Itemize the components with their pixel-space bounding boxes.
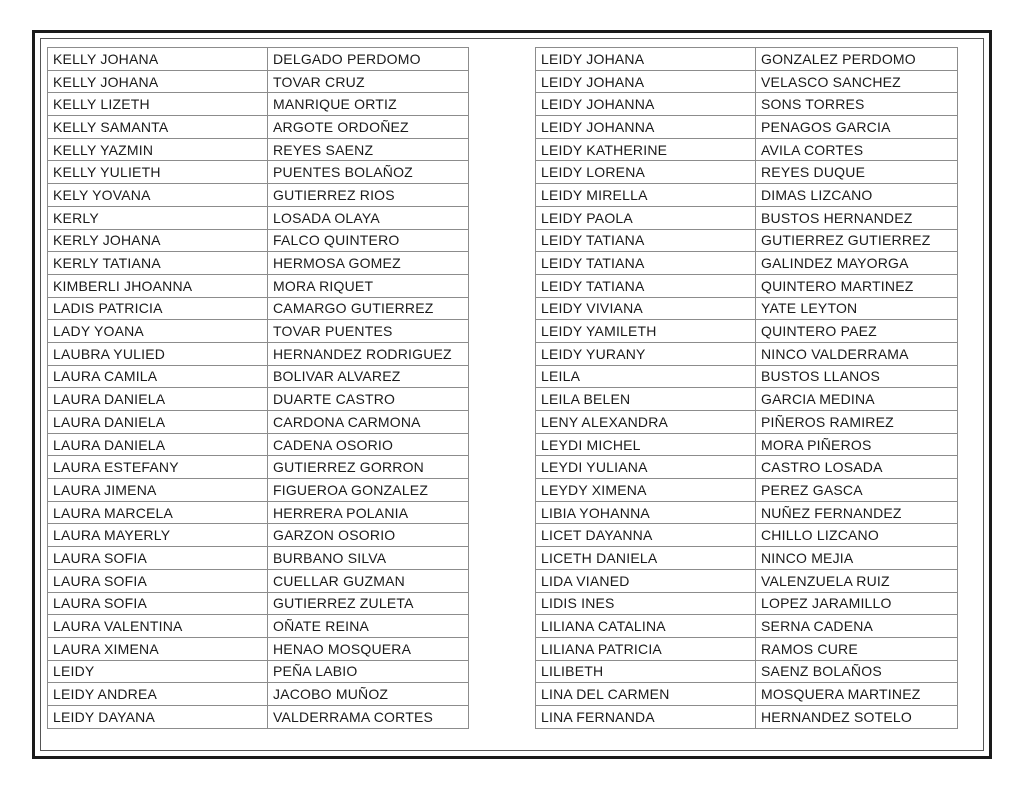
last-name-cell: GUTIERREZ GORRON xyxy=(268,456,469,479)
table-row xyxy=(536,547,958,570)
table-row xyxy=(48,388,469,411)
last-name-cell: PENAGOS GARCIA xyxy=(756,116,958,139)
first-name-cell: LADY YOANA xyxy=(48,320,268,343)
last-name-cell: SONS TORRES xyxy=(756,93,958,116)
first-name-cell: LEIDY MIRELLA xyxy=(536,184,756,207)
first-name-cell: LIDIS INES xyxy=(536,592,756,615)
table-row xyxy=(48,320,469,343)
last-name-cell: TOVAR CRUZ xyxy=(268,70,469,93)
table-row xyxy=(48,48,469,71)
table-row xyxy=(536,252,958,275)
first-name-cell: LEIDY YAMILETH xyxy=(536,320,756,343)
first-name-cell: KERLY xyxy=(48,206,268,229)
last-name-cell: GONZALEZ PERDOMO xyxy=(756,48,958,71)
last-name-cell: CASTRO LOSADA xyxy=(756,456,958,479)
table-row xyxy=(536,48,958,71)
last-name-cell: NINCO VALDERRAMA xyxy=(756,342,958,365)
names-table-left xyxy=(47,47,469,729)
first-name-cell: KELLY YULIETH xyxy=(48,161,268,184)
first-name-cell: LAURA MARCELA xyxy=(48,501,268,524)
table-row xyxy=(536,683,958,706)
first-name-cell: LENY ALEXANDRA xyxy=(536,411,756,434)
last-name-cell: LOPEZ JARAMILLO xyxy=(756,592,958,615)
table-row xyxy=(48,161,469,184)
table-row xyxy=(48,206,469,229)
first-name-cell: LICET DAYANNA xyxy=(536,524,756,547)
table-row xyxy=(48,660,469,683)
last-name-cell: VALENZUELA RUIZ xyxy=(756,569,958,592)
table-row xyxy=(48,547,469,570)
first-name-cell: LEIDY DAYANA xyxy=(48,705,268,728)
table-row xyxy=(48,479,469,502)
first-name-cell: KERLY TATIANA xyxy=(48,252,268,275)
last-name-cell: ARGOTE ORDOÑEZ xyxy=(268,116,469,139)
table-row xyxy=(48,683,469,706)
first-name-cell: LEIDY PAOLA xyxy=(536,206,756,229)
first-name-cell: LEIDY JOHANNA xyxy=(536,116,756,139)
first-name-cell: LEIDY JOHANA xyxy=(536,48,756,71)
last-name-cell: NUÑEZ FERNANDEZ xyxy=(756,501,958,524)
first-name-cell: LEIDY TATIANA xyxy=(536,274,756,297)
last-name-cell: GALINDEZ MAYORGA xyxy=(756,252,958,275)
last-name-cell: VELASCO SANCHEZ xyxy=(756,70,958,93)
table-row xyxy=(536,229,958,252)
table-row xyxy=(48,297,469,320)
table-row xyxy=(48,70,469,93)
last-name-cell: CADENA OSORIO xyxy=(268,433,469,456)
table-row xyxy=(48,569,469,592)
table-row xyxy=(536,637,958,660)
first-name-cell: KELLY JOHANA xyxy=(48,48,268,71)
first-name-cell: KELLY LIZETH xyxy=(48,93,268,116)
table-row xyxy=(48,116,469,139)
last-name-cell: MANRIQUE ORTIZ xyxy=(268,93,469,116)
first-name-cell: LAURA JIMENA xyxy=(48,479,268,502)
table-row xyxy=(48,524,469,547)
last-name-cell: HERRERA POLANIA xyxy=(268,501,469,524)
names-table-right-body xyxy=(536,48,958,729)
last-name-cell: GUTIERREZ RIOS xyxy=(268,184,469,207)
first-name-cell: LEILA BELEN xyxy=(536,388,756,411)
last-name-cell: REYES DUQUE xyxy=(756,161,958,184)
last-name-cell: REYES SAENZ xyxy=(268,138,469,161)
last-name-cell: JACOBO MUÑOZ xyxy=(268,683,469,706)
first-name-cell: LILIBETH xyxy=(536,660,756,683)
first-name-cell: LAURA DANIELA xyxy=(48,411,268,434)
table-row xyxy=(536,93,958,116)
last-name-cell: HERNANDEZ RODRIGUEZ xyxy=(268,342,469,365)
table-row xyxy=(536,569,958,592)
first-name-cell: LINA DEL CARMEN xyxy=(536,683,756,706)
last-name-cell: CAMARGO GUTIERREZ xyxy=(268,297,469,320)
first-name-cell: KELY YOVANA xyxy=(48,184,268,207)
last-name-cell: BOLIVAR ALVAREZ xyxy=(268,365,469,388)
first-name-cell: LEIDY JOHANNA xyxy=(536,93,756,116)
first-name-cell: LADIS PATRICIA xyxy=(48,297,268,320)
table-row xyxy=(48,433,469,456)
first-name-cell: LEIDY TATIANA xyxy=(536,229,756,252)
last-name-cell: HERNANDEZ SOTELO xyxy=(756,705,958,728)
table-row xyxy=(536,479,958,502)
last-name-cell: PUENTES BOLAÑOZ xyxy=(268,161,469,184)
table-row xyxy=(536,388,958,411)
first-name-cell: LAURA SOFIA xyxy=(48,547,268,570)
first-name-cell: LICETH DANIELA xyxy=(536,547,756,570)
table-row xyxy=(48,615,469,638)
first-name-cell: LEYDY XIMENA xyxy=(536,479,756,502)
last-name-cell: DUARTE CASTRO xyxy=(268,388,469,411)
last-name-cell: HERMOSA GOMEZ xyxy=(268,252,469,275)
table-row xyxy=(536,705,958,728)
table-row xyxy=(536,297,958,320)
table-row xyxy=(48,592,469,615)
first-name-cell: LAURA ESTEFANY xyxy=(48,456,268,479)
last-name-cell: PEÑA LABIO xyxy=(268,660,469,683)
first-name-cell: LAURA DANIELA xyxy=(48,388,268,411)
first-name-cell: LILIANA PATRICIA xyxy=(536,637,756,660)
table-row xyxy=(536,161,958,184)
last-name-cell: CUELLAR GUZMAN xyxy=(268,569,469,592)
last-name-cell: OÑATE REINA xyxy=(268,615,469,638)
table-row xyxy=(48,637,469,660)
last-name-cell: GUTIERREZ ZULETA xyxy=(268,592,469,615)
table-row xyxy=(48,252,469,275)
last-name-cell: HENAO MOSQUERA xyxy=(268,637,469,660)
table-row xyxy=(48,342,469,365)
last-name-cell: MORA PIÑEROS xyxy=(756,433,958,456)
first-name-cell: LAURA SOFIA xyxy=(48,592,268,615)
first-name-cell: LAURA VALENTINA xyxy=(48,615,268,638)
table-row xyxy=(536,184,958,207)
first-name-cell: LAURA MAYERLY xyxy=(48,524,268,547)
table-row xyxy=(536,592,958,615)
last-name-cell: FIGUEROA GONZALEZ xyxy=(268,479,469,502)
last-name-cell: PEREZ GASCA xyxy=(756,479,958,502)
last-name-cell: NINCO MEJIA xyxy=(756,547,958,570)
first-name-cell: LAURA XIMENA xyxy=(48,637,268,660)
first-name-cell: LEIDY KATHERINE xyxy=(536,138,756,161)
last-name-cell: GARCIA MEDINA xyxy=(756,388,958,411)
table-row xyxy=(48,184,469,207)
last-name-cell: LOSADA OLAYA xyxy=(268,206,469,229)
last-name-cell: CARDONA CARMONA xyxy=(268,411,469,434)
last-name-cell: TOVAR PUENTES xyxy=(268,320,469,343)
last-name-cell: DIMAS LIZCANO xyxy=(756,184,958,207)
table-row xyxy=(536,524,958,547)
first-name-cell: LEIDY VIVIANA xyxy=(536,297,756,320)
table-row xyxy=(536,320,958,343)
first-name-cell: LEYDI MICHEL xyxy=(536,433,756,456)
last-name-cell: MOSQUERA MARTINEZ xyxy=(756,683,958,706)
last-name-cell: YATE LEYTON xyxy=(756,297,958,320)
table-row xyxy=(48,705,469,728)
first-name-cell: LIBIA YOHANNA xyxy=(536,501,756,524)
first-name-cell: LEIDY TATIANA xyxy=(536,252,756,275)
first-name-cell: LEIDY xyxy=(48,660,268,683)
first-name-cell: KELLY SAMANTA xyxy=(48,116,268,139)
table-row xyxy=(48,411,469,434)
table-row xyxy=(48,501,469,524)
first-name-cell: LEIDY LORENA xyxy=(536,161,756,184)
last-name-cell: CHILLO LIZCANO xyxy=(756,524,958,547)
first-name-cell: LEIDY JOHANA xyxy=(536,70,756,93)
table-row xyxy=(536,433,958,456)
last-name-cell: QUINTERO PAEZ xyxy=(756,320,958,343)
first-name-cell: LAURA CAMILA xyxy=(48,365,268,388)
table-row xyxy=(536,138,958,161)
table-row xyxy=(48,229,469,252)
last-name-cell: BUSTOS HERNANDEZ xyxy=(756,206,958,229)
first-name-cell: LAUBRA YULIED xyxy=(48,342,268,365)
table-row xyxy=(536,501,958,524)
first-name-cell: LINA FERNANDA xyxy=(536,705,756,728)
table-row xyxy=(48,365,469,388)
first-name-cell: LEILA xyxy=(536,365,756,388)
last-name-cell: GARZON OSORIO xyxy=(268,524,469,547)
table-row xyxy=(536,342,958,365)
table-row xyxy=(536,365,958,388)
first-name-cell: LILIANA CATALINA xyxy=(536,615,756,638)
last-name-cell: MORA RIQUET xyxy=(268,274,469,297)
last-name-cell: GUTIERREZ GUTIERREZ xyxy=(756,229,958,252)
last-name-cell: VALDERRAMA CORTES xyxy=(268,705,469,728)
last-name-cell: BUSTOS LLANOS xyxy=(756,365,958,388)
table-row xyxy=(536,274,958,297)
table-row xyxy=(48,456,469,479)
table-row xyxy=(536,615,958,638)
table-row xyxy=(48,93,469,116)
last-name-cell: QUINTERO MARTINEZ xyxy=(756,274,958,297)
first-name-cell: KIMBERLI JHOANNA xyxy=(48,274,268,297)
first-name-cell: KELLY JOHANA xyxy=(48,70,268,93)
first-name-cell: KERLY JOHANA xyxy=(48,229,268,252)
table-row xyxy=(536,116,958,139)
last-name-cell: SAENZ BOLAÑOS xyxy=(756,660,958,683)
table-row xyxy=(536,70,958,93)
table-row xyxy=(48,138,469,161)
first-name-cell: LAURA DANIELA xyxy=(48,433,268,456)
names-table-left-body xyxy=(48,48,469,729)
names-table-right xyxy=(535,47,958,729)
first-name-cell: LIDA VIANED xyxy=(536,569,756,592)
first-name-cell: LEIDY ANDREA xyxy=(48,683,268,706)
table-row xyxy=(536,411,958,434)
first-name-cell: LEYDI YULIANA xyxy=(536,456,756,479)
last-name-cell: BURBANO SILVA xyxy=(268,547,469,570)
first-name-cell: LEIDY YURANY xyxy=(536,342,756,365)
last-name-cell: RAMOS CURE xyxy=(756,637,958,660)
table-row xyxy=(536,206,958,229)
last-name-cell: SERNA CADENA xyxy=(756,615,958,638)
last-name-cell: AVILA CORTES xyxy=(756,138,958,161)
table-row xyxy=(48,274,469,297)
last-name-cell: PIÑEROS RAMIREZ xyxy=(756,411,958,434)
last-name-cell: DELGADO PERDOMO xyxy=(268,48,469,71)
table-row xyxy=(536,456,958,479)
first-name-cell: KELLY YAZMIN xyxy=(48,138,268,161)
first-name-cell: LAURA SOFIA xyxy=(48,569,268,592)
last-name-cell: FALCO QUINTERO xyxy=(268,229,469,252)
table-row xyxy=(536,660,958,683)
